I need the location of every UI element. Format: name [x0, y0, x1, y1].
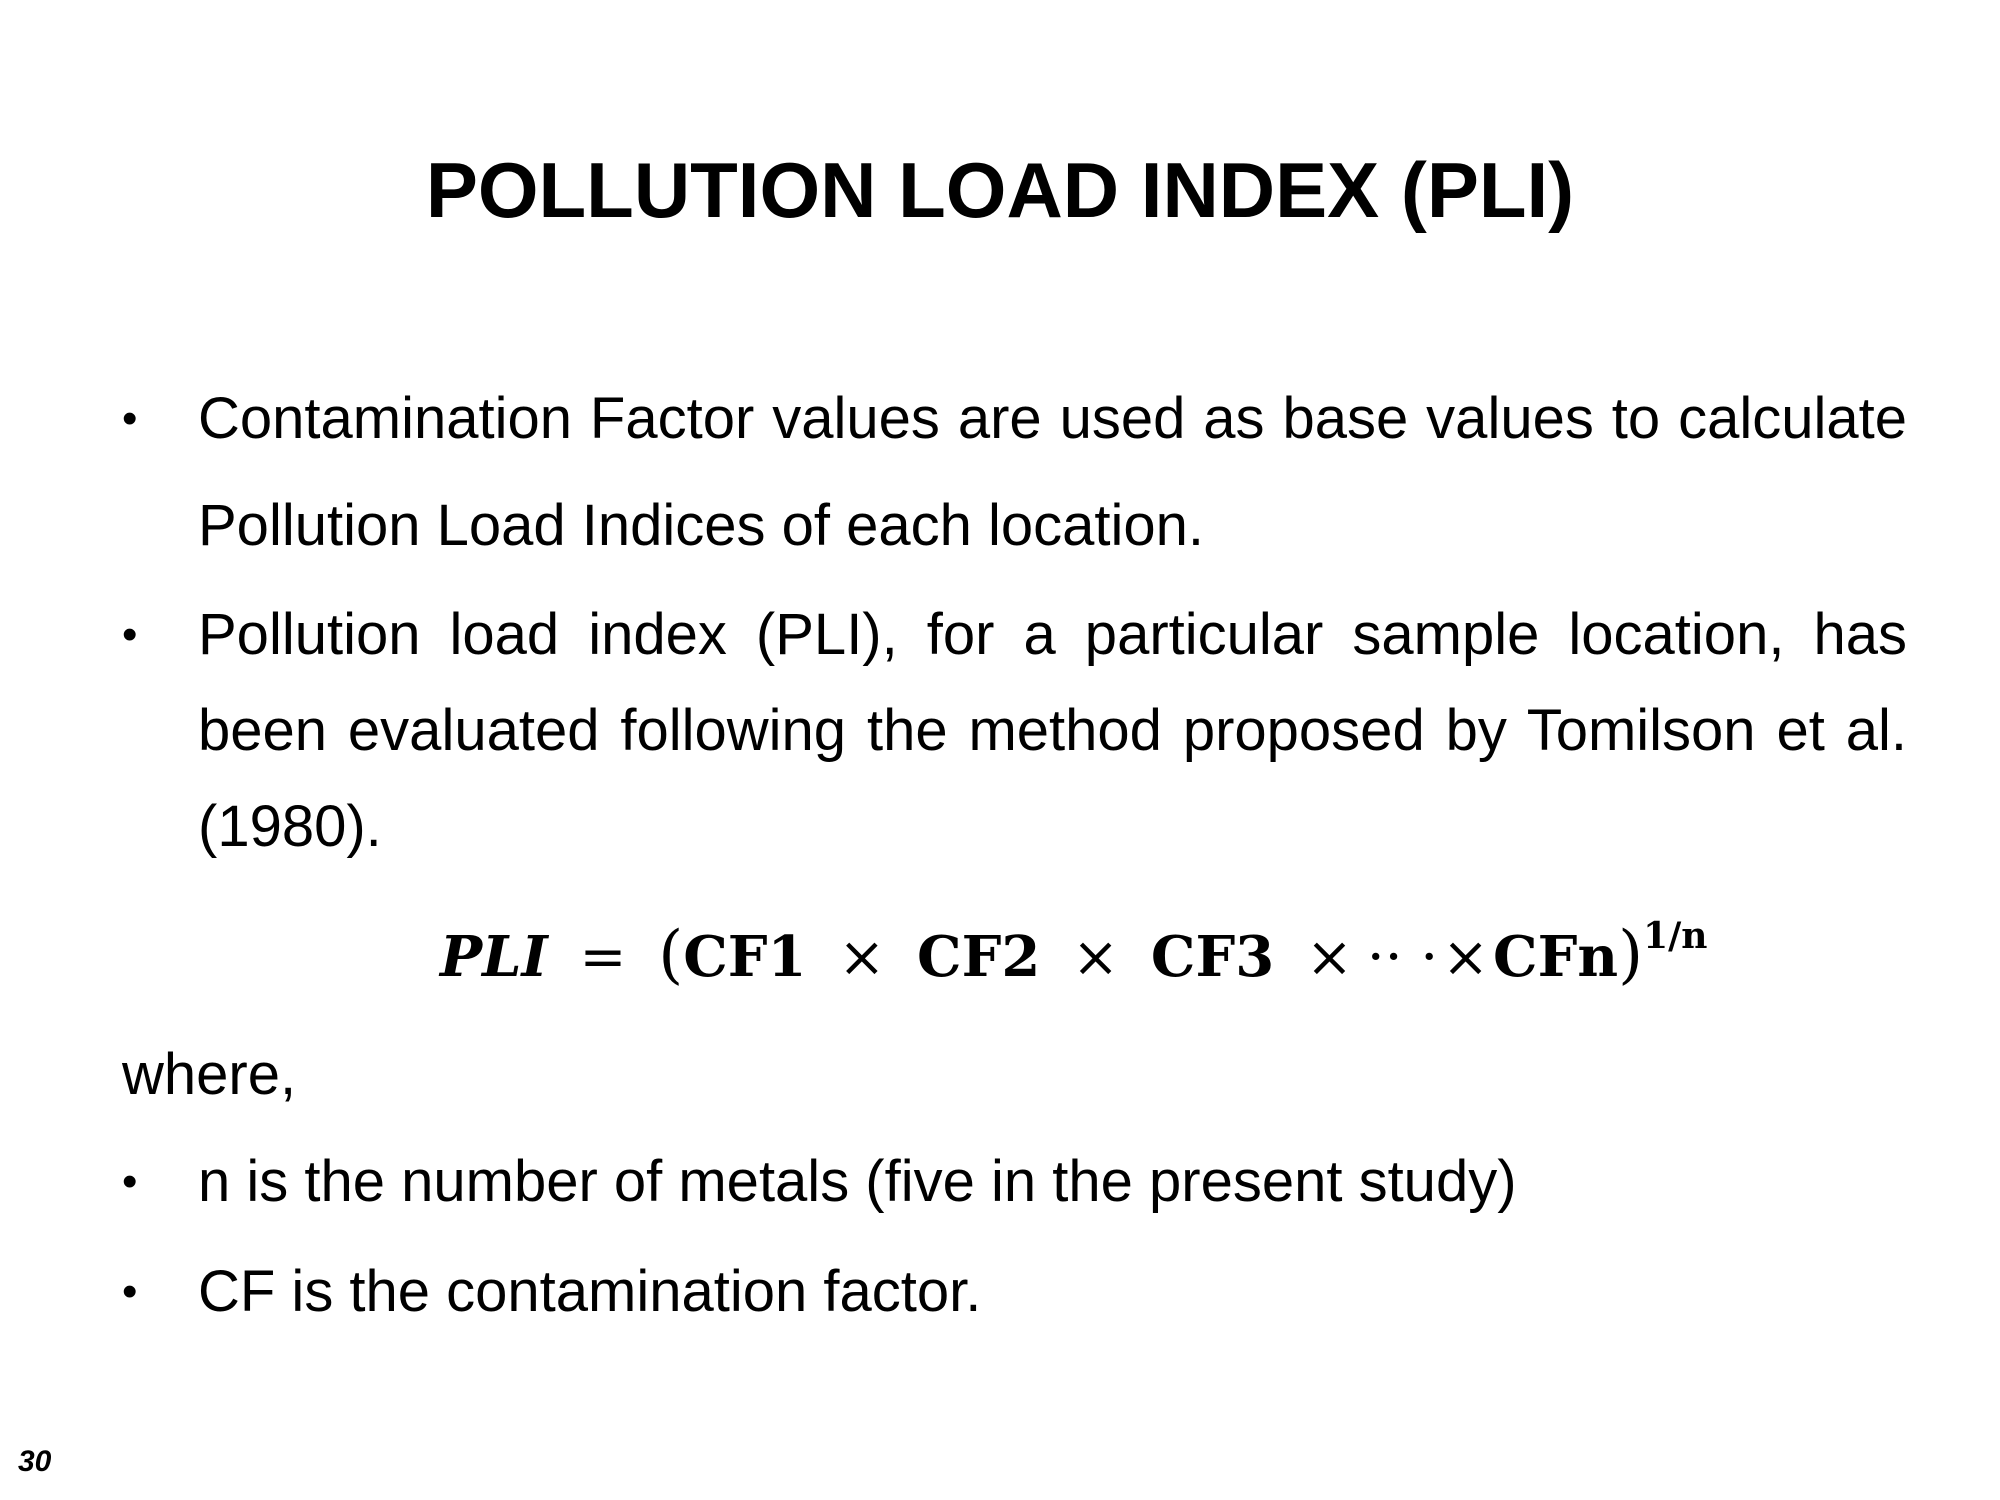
formula-close-paren: )	[1618, 918, 1644, 992]
formula-lhs: PLI	[440, 924, 548, 990]
formula-times: ×	[1442, 925, 1490, 990]
bullet-marker: •	[122, 610, 138, 659]
formula-term: CFn	[1493, 924, 1619, 990]
formula-open-paren: (	[658, 918, 684, 992]
slide-title: POLLUTION LOAD INDEX (PLI)	[425, 146, 1575, 234]
bullet-text: CF is the contamination factor.	[198, 1259, 982, 1324]
formula-ellipsis: ·· ·	[1366, 925, 1439, 990]
formula-exponent: 1/n	[1643, 915, 1708, 957]
formula-term: CF3	[1150, 924, 1275, 990]
formula-times: ×	[1306, 925, 1353, 990]
bullet-text: n is the number of metals (five in the present study)	[198, 1149, 1517, 1214]
bullet-text: Contamination Factor values are used as base values to calculate Pollution Load Indices of each location.	[198, 386, 1907, 558]
formula-term: CF2	[917, 924, 1041, 990]
bullet-text: Pollution load index (PLI), for a particular sample location, has been evaluated following the method proposed by Tomilson et al. (1980).	[198, 602, 1907, 859]
formula-times: ×	[1072, 925, 1120, 990]
bullet-marker: •	[122, 1267, 138, 1316]
where-label: where,	[122, 1042, 297, 1107]
formula-equals: =	[579, 925, 627, 990]
formula-times: ×	[838, 925, 886, 990]
page-number: 30	[18, 1445, 52, 1478]
pli-formula	[440, 900, 1708, 1010]
bullet-marker: •	[122, 1157, 138, 1206]
bullet-marker: •	[122, 394, 138, 443]
formula-term: CF1	[683, 924, 807, 990]
